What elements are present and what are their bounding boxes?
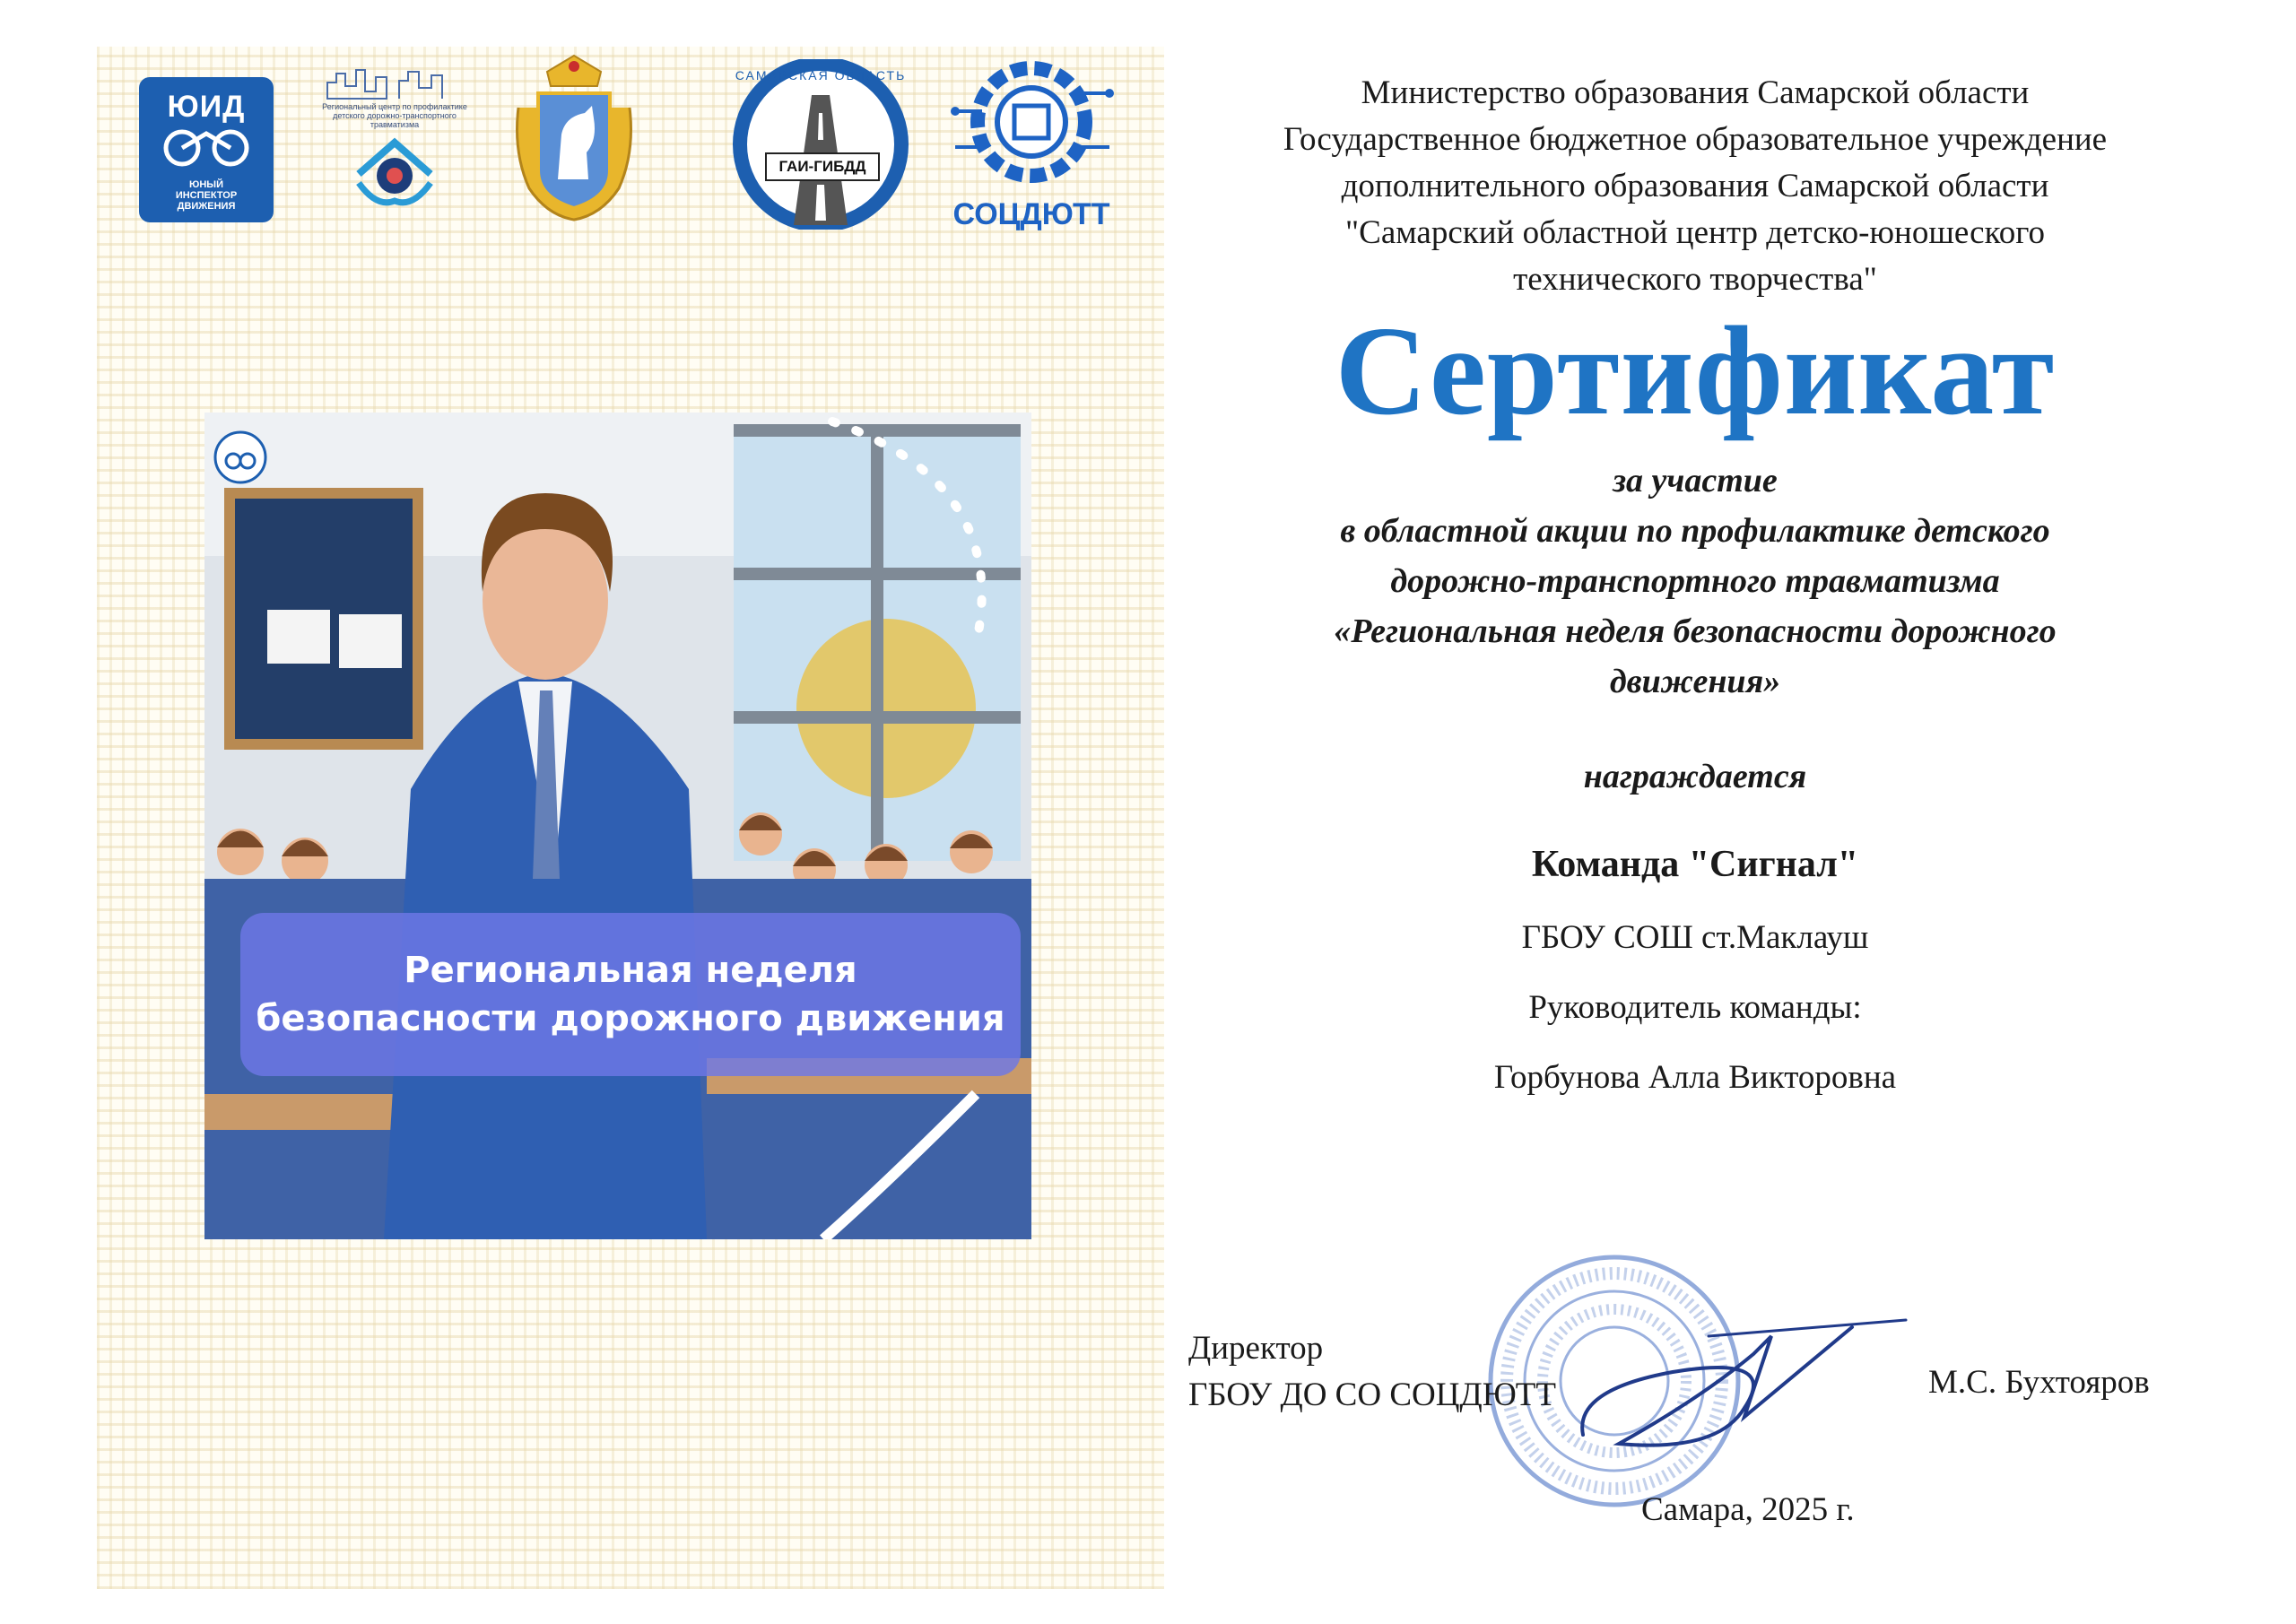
place-and-date: Самара, 2025 г. xyxy=(1641,1491,1855,1528)
socdyutt-label: СОЦДЮТТ xyxy=(952,197,1110,231)
regional-center-logo xyxy=(318,65,471,226)
poster-banner-line-1: Региональная неделя xyxy=(404,950,857,991)
awarded-label: награждается xyxy=(1583,758,1807,795)
participation-line-1: за участие xyxy=(1613,462,1778,499)
header-line-1: Министерство образования Самарской области xyxy=(1361,74,2030,111)
poster-yuid-icon xyxy=(213,430,267,484)
samara-coat-of-arms-icon xyxy=(511,54,637,224)
gear-circuit-icon xyxy=(946,57,1117,192)
regional-center-text: Региональный центр по профилактике детского дорожно-транспортного травматизма xyxy=(322,102,467,129)
house-hands-icon xyxy=(350,129,439,210)
organization-header xyxy=(1184,70,2206,303)
header-line-2: Государственное бюджетное образовательное учреждение xyxy=(1283,121,2108,158)
yuid-logo xyxy=(139,77,274,222)
gibdd-arc-text: САМАРСКАЯ ОБЛАСТЬ xyxy=(735,68,907,83)
participation-line-3: дорожно-транспортного травматизма xyxy=(1390,562,2000,600)
yuid-logo-title: ЮИД xyxy=(167,90,246,124)
city-skyline-icon xyxy=(318,65,471,100)
header-line-3: дополнительного образования Самарской области xyxy=(1341,168,2049,204)
team-leader-label: Руководитель команды: xyxy=(1528,989,1862,1026)
header-line-5: технического творчества" xyxy=(1513,261,1877,298)
participation-line-4: «Региональная неделя безопасности дорожного xyxy=(1334,612,2057,650)
poster-banner xyxy=(240,913,1021,1076)
yuid-logo-subtitle: ЮНЫЙ ИНСПЕКТОР ДВИЖЕНИЯ xyxy=(175,179,238,212)
road-emblem-icon xyxy=(722,59,919,230)
participation-line-2: в областной акции по профилактике детского xyxy=(1340,512,2050,550)
director-signature xyxy=(1565,1300,1924,1480)
header-line-4: "Самарский областной центр детско-юношеского xyxy=(1345,214,2045,251)
director-line-2: ГБОУ ДО СО СОЦДЮТТ xyxy=(1188,1376,1556,1413)
director-line-1: Директор xyxy=(1188,1330,1324,1367)
bicycle-icon xyxy=(157,125,256,169)
participation-line-5: движения» xyxy=(1609,663,1781,700)
socdyutt-logo xyxy=(946,57,1117,232)
participation-text xyxy=(1184,456,2206,707)
director-title xyxy=(1188,1325,1556,1419)
gibdd-label: ГАИ-ГИБДД xyxy=(765,152,880,181)
certificate-title: Сертификат xyxy=(1335,300,2056,441)
gai-gibdd-logo xyxy=(722,59,919,230)
team-name: Команда "Сигнал" xyxy=(1531,844,1859,885)
poster-banner-line-2: безопасности дорожного движения xyxy=(256,998,1005,1039)
team-leader-name: Горбунова Алла Викторовна xyxy=(1493,1059,1897,1096)
school-name: ГБОУ СОШ ст.Маклауш xyxy=(1521,919,1869,956)
signer-name: М.С. Бухтояров xyxy=(1928,1364,2150,1401)
poster-illustration xyxy=(204,413,1031,1239)
